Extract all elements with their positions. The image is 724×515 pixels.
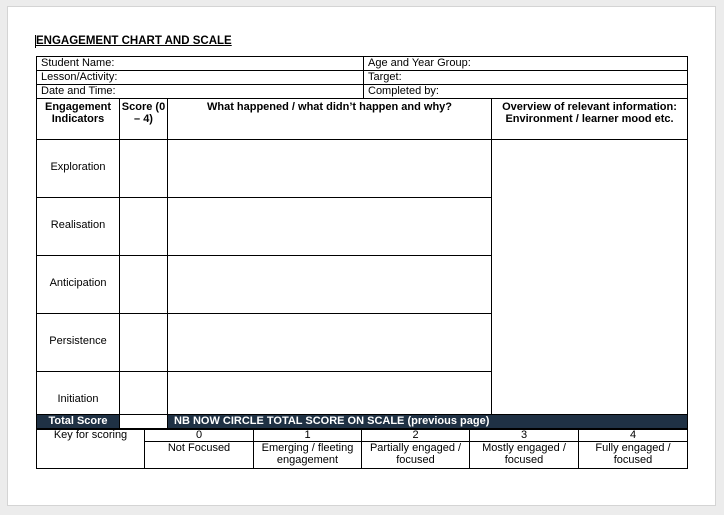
indicator-persistence: Persistence bbox=[37, 314, 120, 372]
key-score-0: 0 bbox=[145, 429, 254, 442]
notes-cell-persistence[interactable] bbox=[168, 314, 492, 372]
key-description-3: Mostly engaged / focused bbox=[470, 442, 579, 469]
target-field[interactable]: Target: bbox=[364, 71, 688, 85]
lesson-activity-field[interactable]: Lesson/Activity: bbox=[37, 71, 364, 85]
key-description-0: Not Focused bbox=[145, 442, 254, 469]
overview-cell[interactable] bbox=[492, 140, 688, 430]
score-cell-realisation[interactable] bbox=[120, 198, 168, 256]
completed-by-field[interactable]: Completed by: bbox=[364, 85, 688, 99]
key-score-4: 4 bbox=[579, 429, 688, 442]
total-score-label: Total Score bbox=[37, 415, 120, 429]
key-score-3: 3 bbox=[470, 429, 579, 442]
notes-cell-exploration[interactable] bbox=[168, 140, 492, 198]
key-score-1: 1 bbox=[254, 429, 362, 442]
student-name-field[interactable]: Student Name: bbox=[37, 57, 364, 71]
total-score-input[interactable] bbox=[120, 415, 168, 429]
age-year-group-field[interactable]: Age and Year Group: bbox=[364, 57, 688, 71]
score-cell-exploration[interactable] bbox=[120, 140, 168, 198]
total-score-note: NB NOW CIRCLE TOTAL SCORE ON SCALE (previous page) bbox=[168, 415, 688, 429]
engagement-chart-table bbox=[36, 98, 688, 430]
what-happened-header: What happened / what didn’t happen and why? bbox=[168, 99, 492, 140]
indicators-header: Engagement Indicators bbox=[37, 99, 120, 140]
indicator-realisation: Realisation bbox=[37, 198, 120, 256]
indicator-anticipation: Anticipation bbox=[37, 256, 120, 314]
overview-header: Overview of relevant information: Environment / learner mood etc. bbox=[492, 99, 688, 140]
key-description-1: Emerging / fleeting engagement bbox=[254, 442, 362, 469]
indicator-initiation: Initiation bbox=[37, 372, 120, 430]
notes-cell-realisation[interactable] bbox=[168, 198, 492, 256]
indicator-exploration: Exploration bbox=[37, 140, 120, 198]
date-time-field[interactable]: Date and Time: bbox=[37, 85, 364, 99]
score-header: Score (0 – 4) bbox=[120, 99, 168, 140]
key-description-2: Partially engaged / focused bbox=[362, 442, 470, 469]
key-score-2: 2 bbox=[362, 429, 470, 442]
document-title: ENGAGEMENT CHART AND SCALE bbox=[36, 35, 232, 47]
key-description-4: Fully engaged / focused bbox=[579, 442, 688, 469]
total-score-row bbox=[36, 414, 688, 429]
scoring-key-table bbox=[36, 428, 688, 469]
key-for-scoring-label: Key for scoring bbox=[37, 429, 145, 469]
score-cell-anticipation[interactable] bbox=[120, 256, 168, 314]
student-info-table bbox=[36, 56, 688, 99]
notes-cell-anticipation[interactable] bbox=[168, 256, 492, 314]
score-cell-persistence[interactable] bbox=[120, 314, 168, 372]
